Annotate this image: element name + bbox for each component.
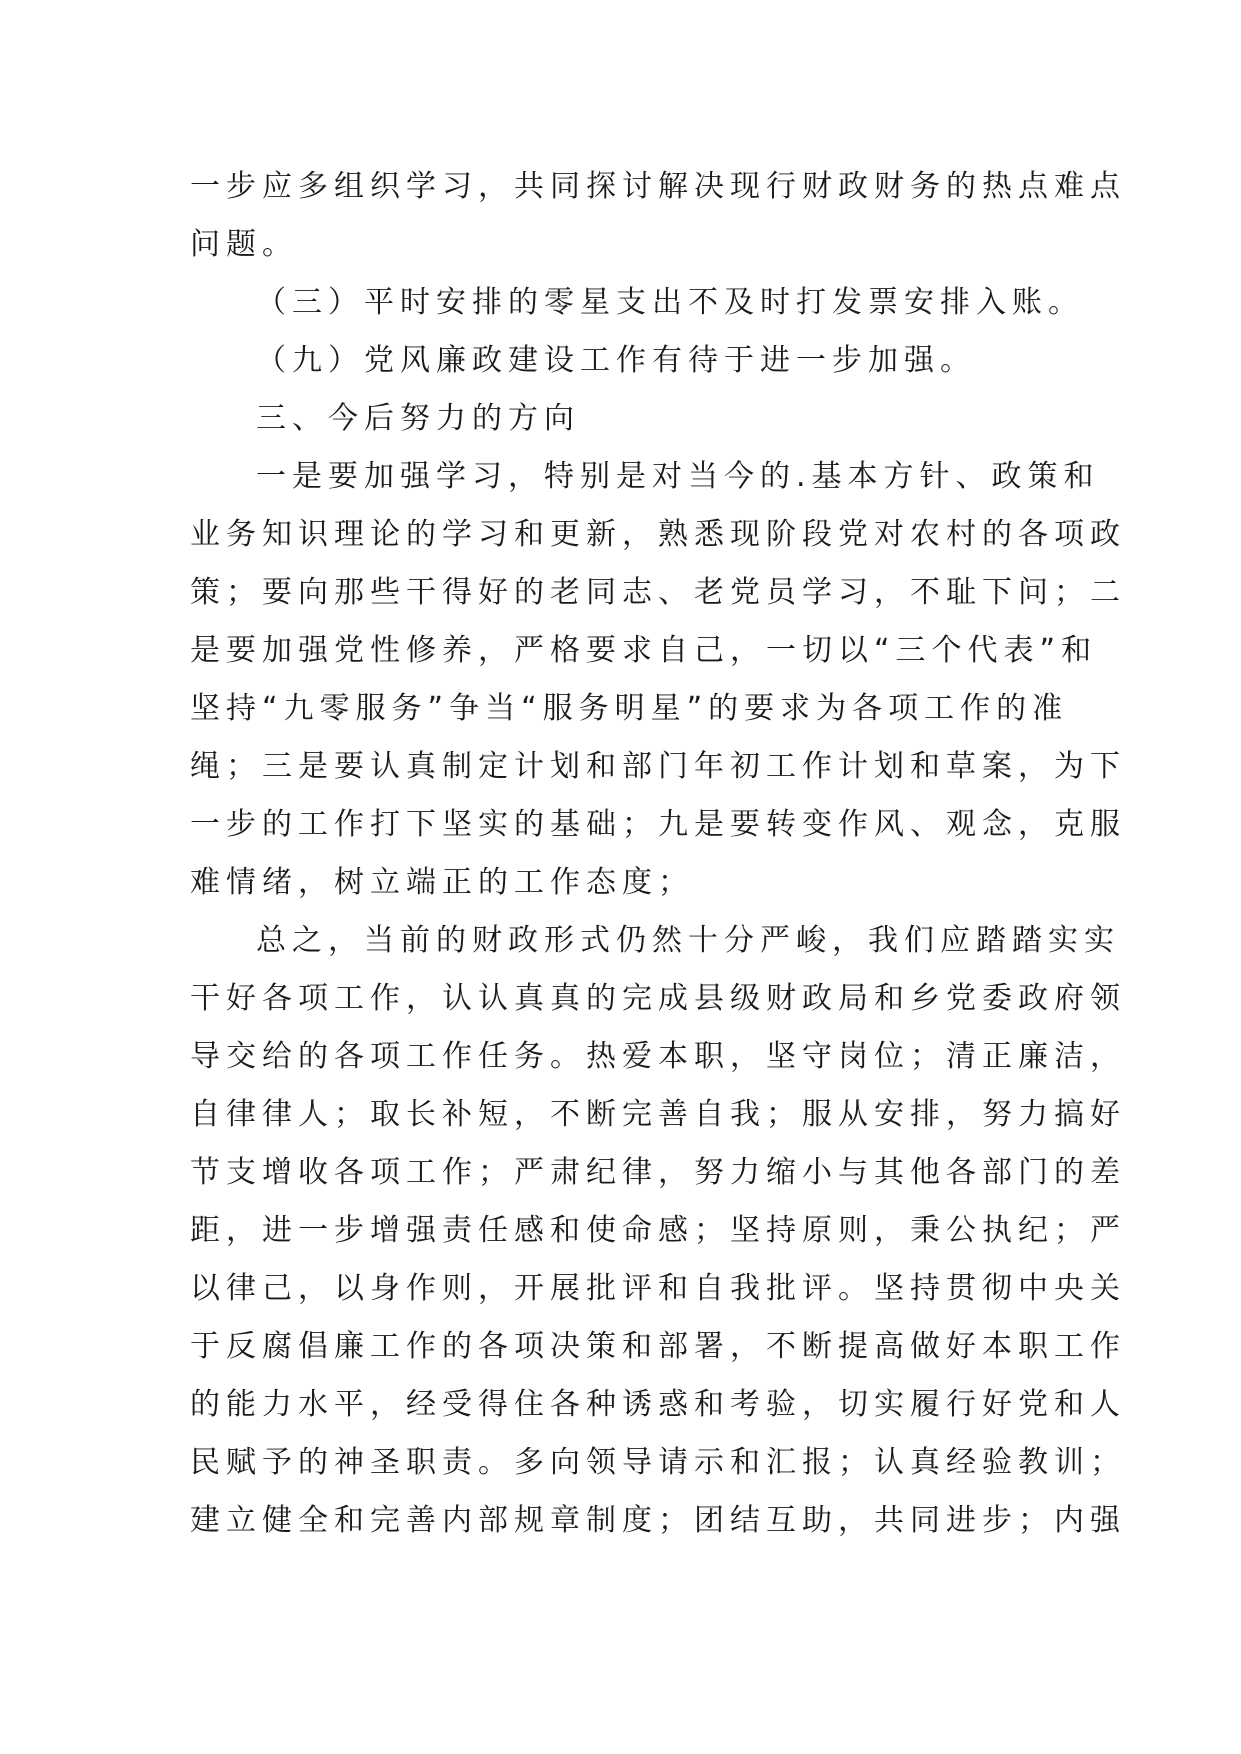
text-line: 一步应多组织学习，共同探讨解决现行财政财务的热点难点 [190,169,1126,204]
text-line: （九）党风廉政建设工作有待于进一步加强。 [256,343,976,378]
text-line: 于反腐倡廉工作的各项决策和部署，不断提高做好本职工作 [190,1329,1126,1364]
text-line: 业务知识理论的学习和更新，熟悉现阶段党对农村的各项政 [190,517,1126,552]
text-line: 以律己，以身作则，开展批评和自我批评。坚持贯彻中央关 [190,1271,1126,1306]
text-line: 节支增收各项工作；严肃纪律，努力缩小与其他各部门的差 [190,1155,1126,1190]
section-heading: 三、今后努力的方向 [256,401,580,436]
text-line: 导交给的各项工作任务。热爱本职，坚守岗位；清正廉洁， [190,1039,1126,1074]
text-line: 一步的工作打下坚实的基础；九是要转变作风、观念，克服 [190,807,1126,842]
text-line: 是要加强党性修养，严格要求自己，一切以“三个代表”和 [190,633,1098,668]
text-line: 一是要加强学习，特别是对当今的.基本方针、政策和 [256,459,1100,494]
text-line: 策；要向那些干得好的老同志、老党员学习，不耻下问；二 [190,575,1126,610]
text-line: 坚持“九零服务”争当“服务明星”的要求为各项工作的准 [190,691,1069,726]
text-line: （三）平时安排的零星支出不及时打发票安排入账。 [256,285,1084,320]
text-line: 问题。 [190,227,298,262]
text-line: 绳；三是要认真制定计划和部门年初工作计划和草案，为下 [190,749,1126,784]
text-line: 干好各项工作，认认真真的完成县级财政局和乡党委政府领 [190,981,1126,1016]
text-line: 建立健全和完善内部规章制度；团结互助，共同进步；内强 [190,1503,1126,1538]
text-line: 的能力水平，经受得住各种诱惑和考验，切实履行好党和人 [190,1387,1126,1422]
text-line: 总之，当前的财政形式仍然十分严峻，我们应踏踏实实 [256,923,1120,958]
text-line: 自律律人；取长补短，不断完善自我；服从安排，努力搞好 [190,1097,1126,1132]
text-line: 难情绪，树立端正的工作态度； [190,865,694,900]
text-line: 民赋予的神圣职责。多向领导请示和汇报；认真经验教训； [190,1445,1126,1480]
text-line: 距，进一步增强责任感和使命感；坚持原则，秉公执纪；严 [190,1213,1126,1248]
document-body [190,158,1126,1550]
